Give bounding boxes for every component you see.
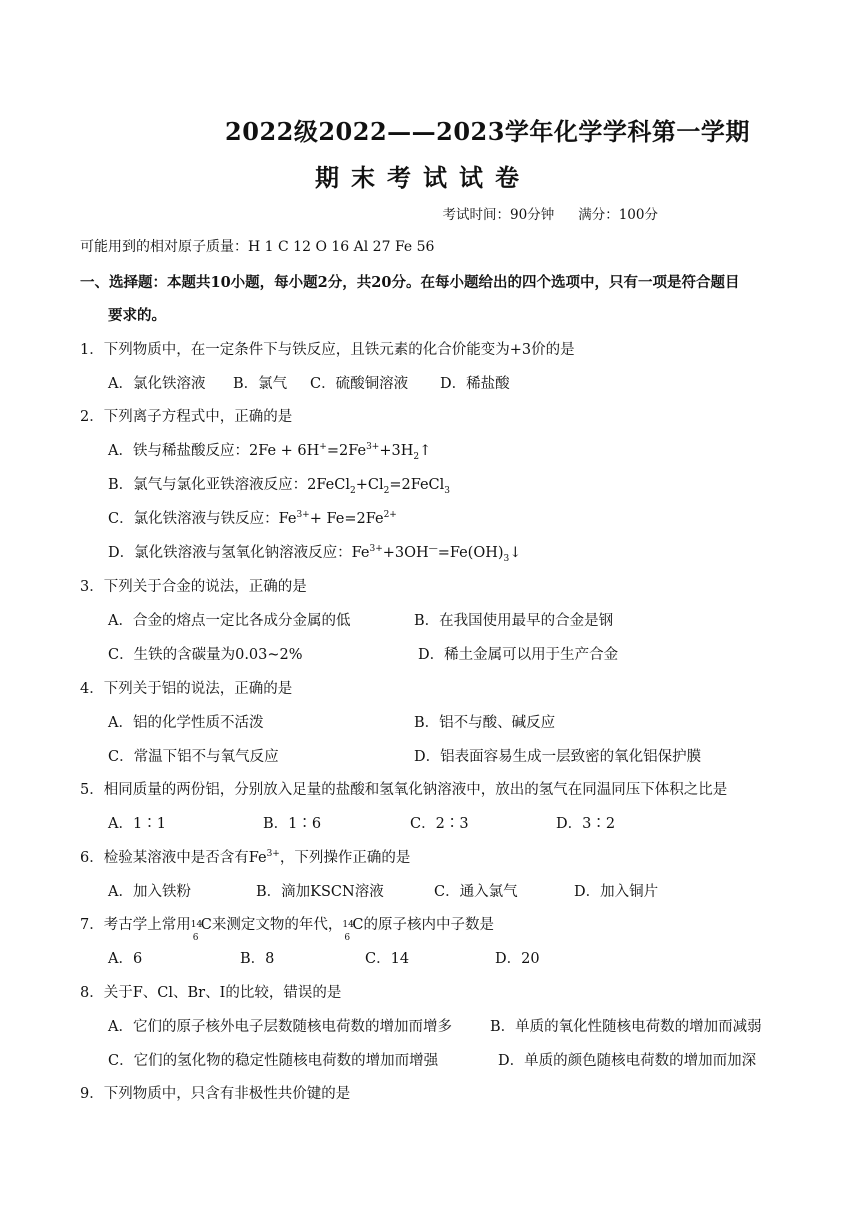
q6-option-b: B．滴加KSCN溶液	[256, 884, 384, 900]
q6-option-d: D．加入铜片	[574, 884, 659, 900]
exam-title-line1: 2022级2022——2023学年化学学科第一学期	[225, 117, 750, 146]
full-score: 满分：100分	[578, 207, 658, 223]
q7-option-b: B．8	[240, 951, 275, 967]
q8-stem: 8．关于F、Cl、Br、I的比较，错误的是	[80, 985, 342, 1001]
q3-option-b: B．在我国使用最早的合金是钢	[414, 613, 614, 629]
q8-option-d: D．单质的颜色随核电荷数的增加而加深	[498, 1053, 757, 1069]
q6-stem: 6．检验某溶液中是否含有$Fe^{3+}$，下列操作正确的是	[80, 849, 411, 866]
q8-option-c: C．它们的氢化物的稳定性随核电荷数的增加而增强	[108, 1053, 439, 1069]
q2-option-d: D．氯化铁溶液与氢氧化钠溶液反应：$Fe^{3+}+3OH^—=Fe(OH)_3↓$	[108, 544, 522, 564]
q8-option-a: A．它们的原子核外电子层数随核电荷数的增加而增多	[108, 1019, 452, 1035]
exam-meta	[443, 203, 658, 223]
exam-time: 考试时间：90分钟	[442, 207, 555, 223]
q5-option-c: C．2∶3	[410, 816, 469, 832]
q7-option-c: C．14	[365, 951, 410, 967]
q4-option-a: A．铝的化学性质不活泼	[108, 715, 264, 731]
q9-stem: 9．下列物质中，只含有非极性共价键的是	[80, 1086, 351, 1102]
q2-stem: 2．下列离子方程式中，正确的是	[80, 409, 293, 425]
q4-stem: 4．下列关于铝的说法，正确的是	[80, 681, 293, 697]
q2-option-a: A．铁与稀盐酸反应：$2Fe + 6H^+=2Fe^{3+}+3H_2↑$	[108, 442, 432, 462]
q5-option-a: A．1∶1	[108, 816, 166, 832]
q1-option-a: A．氯化铁溶液	[108, 376, 206, 392]
q3-option-c: C．生铁的含碳量为0.03~2%	[108, 647, 303, 663]
section-heading: 一、选择题：本题共10小题，每小题2分，共20分。在每小题给出的四个选项中，只有一项是符合题目	[80, 274, 740, 291]
q5-stem: 5．相同质量的两份铝，分别放入足量的盐酸和氢氧化钠溶液中，放出的氢气在同温同压下体积之比是	[80, 782, 728, 798]
q6-option-a: A．加入铁粉	[108, 884, 191, 900]
q1-option-c: C．硫酸铜溶液	[310, 376, 409, 392]
q1-stem: 1．下列物质中，在一定条件下与铁反应，且铁元素的化合价能变为+3价的是	[80, 342, 575, 358]
q4-option-b: B．铝不与酸、碱反应	[414, 715, 556, 731]
q7-option-d: D．20	[495, 951, 540, 967]
q3-option-d: D．稀土金属可以用于生产合金	[418, 647, 619, 663]
q1-option-d: D．稀盐酸	[440, 376, 510, 392]
q4-option-c: C．常温下铝不与氧气反应	[108, 749, 279, 765]
q7-option-a: A．6	[108, 951, 143, 967]
q4-option-d: D．铝表面容易生成一层致密的氧化铝保护膜	[414, 749, 702, 765]
q3-option-a: A．合金的熔点一定比各成分金属的低	[108, 613, 351, 629]
q3-stem: 3．下列关于合金的说法，正确的是	[80, 579, 307, 595]
q5-option-b: B．1∶6	[263, 816, 322, 832]
q2-option-c: C．氯化铁溶液与铁反应：$Fe^{3+}+ Fe=2Fe^{2+}$	[108, 510, 397, 527]
q8-option-b: B．单质的氧化性随核电荷数的增加而减弱	[490, 1019, 762, 1035]
q1-option-b: B．氯气	[233, 376, 288, 392]
q5-option-d: D．3∶2	[556, 816, 616, 832]
q6-option-c: C．通入氯气	[434, 884, 518, 900]
q7-stem: 7．考古学上常用 14 6 C来测定文物的年代， 14 6 C的原子核内中子数是	[80, 917, 494, 943]
q2-option-b: B．氯气与氯化亚铁溶液反应：$2FeCl_2+Cl_2=2FeCl_3$	[108, 477, 451, 496]
section-heading-cont: 要求的。	[108, 307, 166, 324]
atomic-masses: 可能用到的相对原子质量：H 1 C 12 O 16 Al 27 Fe 56	[80, 239, 435, 255]
exam-title-line2: 期末考试试卷	[315, 163, 531, 192]
